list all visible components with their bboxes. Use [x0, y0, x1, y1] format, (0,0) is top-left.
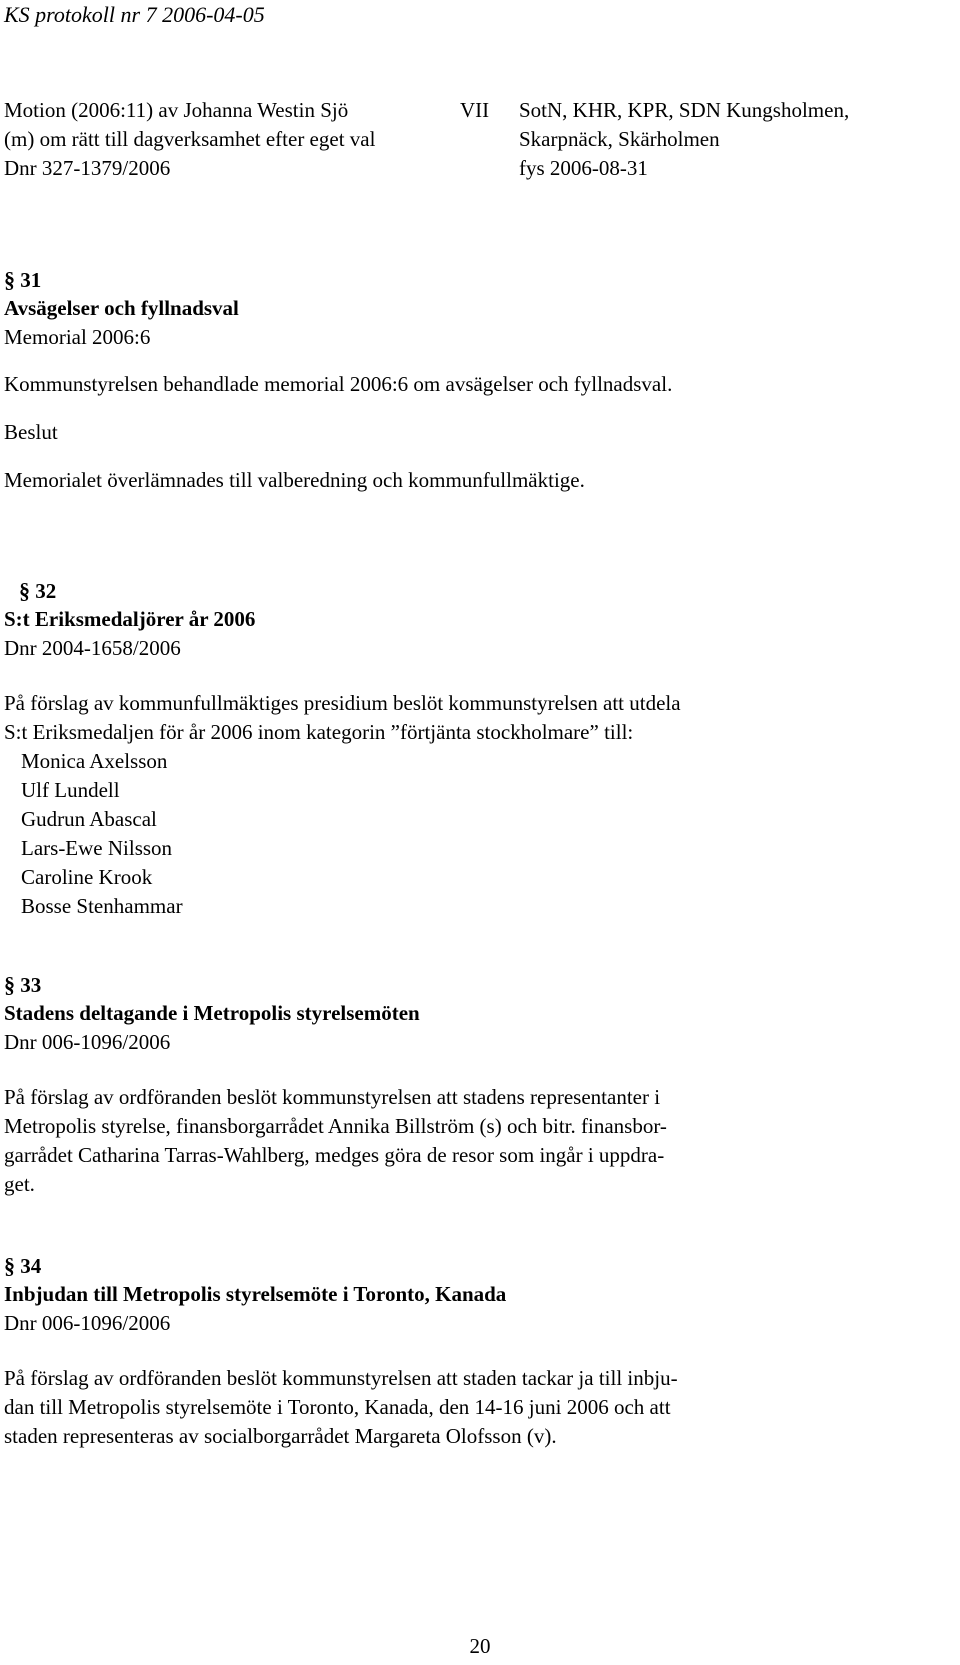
page-header-title: KS protokoll nr 7 2006-04-05 — [4, 2, 265, 27]
section-reference: Dnr 006-1096/2006 — [4, 1030, 171, 1054]
motion-referral-line: SotN, KHR, KPR, SDN Kungsholmen, — [519, 98, 850, 122]
section-number: 31 — [20, 268, 42, 292]
section-reference: Memorial 2006:6 — [4, 325, 151, 349]
motion-line: Motion (2006:11) av Johanna Westin Sjö — [4, 98, 349, 122]
section-31 — [4, 265, 672, 495]
section-title: S:t Eriksmedaljörer år 2006 — [4, 607, 256, 631]
motion-right-column — [519, 96, 849, 183]
section-symbol: § — [4, 267, 15, 292]
section-number: 34 — [20, 1254, 42, 1278]
motion-line: (m) om rätt till dagverksamhet efter eget val — [4, 127, 376, 151]
section-34 — [4, 1251, 678, 1451]
medal-recipient: Lars-Ewe Nilsson — [21, 836, 173, 860]
page-number: 20 — [469, 1634, 491, 1658]
medal-recipient: Caroline Krook — [21, 865, 153, 889]
section-body-line: På förslag av kommunfullmäktiges presidium beslöt kommunstyrelsen att utdela — [4, 691, 681, 715]
section-number: 33 — [20, 973, 42, 997]
medal-recipient: Bosse Stenhammar — [21, 894, 183, 918]
section-body-line: get. — [4, 1172, 35, 1196]
section-symbol: § — [4, 1253, 15, 1278]
section-body-line: staden representeras av socialborgarrådet Margareta Olofsson (v). — [4, 1424, 557, 1448]
section-title: Stadens deltagande i Metropolis styrelsemöten — [4, 1001, 420, 1025]
section-body-line: På förslag av ordföranden beslöt kommunstyrelsen att stadens representanter i — [4, 1085, 661, 1109]
section-title: Avsägelser och fyllnadsval — [4, 296, 239, 320]
motion-referral-line: fys 2006-08-31 — [519, 156, 648, 180]
section-body-line: S:t Eriksmedaljen för år 2006 inom kategorin ”förtjänta stockholmare” till: — [4, 720, 634, 744]
section-32 — [4, 576, 681, 921]
section-body-line: garrådet Catharina Tarras-Wahlberg, medges göra de resor som ingår i uppdra- — [4, 1143, 665, 1167]
decision-label: Beslut — [4, 420, 58, 444]
motion-referral-line: Skarpnäck, Skärholmen — [519, 127, 720, 151]
medal-recipient: Ulf Lundell — [21, 778, 120, 802]
section-number: 32 — [35, 579, 57, 603]
section-body-line: På förslag av ordföranden beslöt kommunstyrelsen att staden tackar ja till inbju- — [4, 1366, 678, 1390]
motion-left-column — [4, 96, 375, 183]
section-reference: Dnr 006-1096/2006 — [4, 1311, 171, 1335]
medal-recipient: Gudrun Abascal — [21, 807, 157, 831]
section-body-line: Metropolis styrelse, finansborgarrådet Annika Billström (s) och bitr. finansbor- — [4, 1114, 667, 1138]
medal-recipient: Monica Axelsson — [21, 749, 168, 773]
motion-marker: VII — [460, 98, 490, 122]
section-title: Inbjudan till Metropolis styrelsemöte i Toronto, Kanada — [4, 1282, 507, 1306]
section-33 — [4, 970, 667, 1199]
section-symbol: § — [4, 972, 15, 997]
section-body-line: Kommunstyrelsen behandlade memorial 2006:6 om avsägelser och fyllnadsval. — [4, 372, 673, 396]
motion-line: Dnr 327-1379/2006 — [4, 156, 171, 180]
section-body-line: dan till Metropolis styrelsemöte i Toronto, Kanada, den 14-16 juni 2006 och att — [4, 1395, 671, 1419]
decision-text: Memorialet överlämnades till valberedning och kommunfullmäktige. — [4, 468, 585, 492]
section-symbol: § — [19, 578, 30, 603]
section-reference: Dnr 2004-1658/2006 — [4, 636, 181, 660]
